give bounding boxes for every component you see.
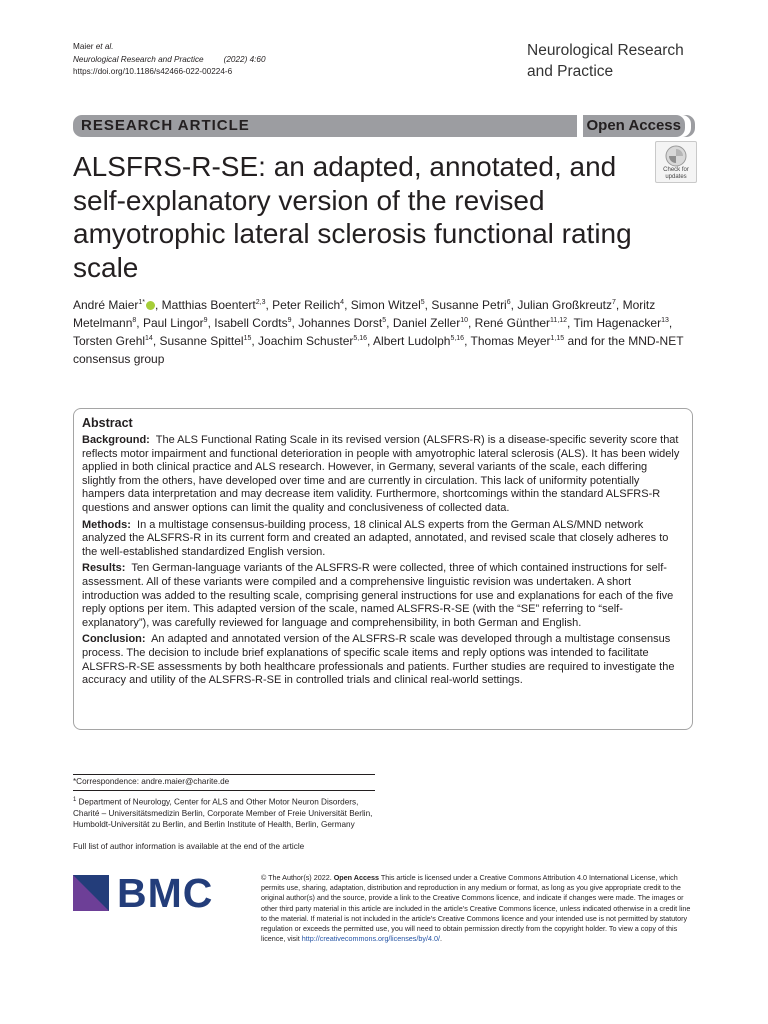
crossmark-icon xyxy=(665,145,687,167)
author-list: André Maier$^{1*}$ , Matthias Boentert$^{2,3}$, Peter Reilich$^4$, Simon Witzel$^5$, Susanne Petri$^6$, Julian Großkreutz$^7$, Moritz Metelmann$^8$, Paul Lingor$^9$, Isabell Cordts$^9$, Johannes Dorst$^5$, Daniel Zeller$^{10}$, René Günther$^{11,12}$, Tim Hagenacker$^{13}$, Torsten Grehl$^{14}$, Susanne Spittel$^{15}$, Joachim Schuster$^{5,16}$, Albert Ludolph$^{5,16}$, Thomas Meyer$^{1,15}$ and for the MND-NET consensus group xyxy=(73,298,684,366)
author-name: Matthias Boentert$^{2,3}$ xyxy=(161,298,266,312)
author-name: Susanne Spittel$^{15}$ xyxy=(159,334,252,348)
affiliation-marker: 6 xyxy=(506,299,511,306)
affiliation-marker: 7 xyxy=(612,299,616,306)
orcid-icon[interactable] xyxy=(146,301,155,310)
check-label-2: updates xyxy=(665,173,687,180)
license-link[interactable]: http://creativecommons.org/licenses/by/4.0/ xyxy=(301,934,440,944)
abstract-conclusion: Conclusion: An adapted and annotated version of the ALSFRS-R scale was developed through a multistage consensus process. The decision to include brief explanations of specific scale items and reply options was intended to facilitate ALSFRS-R-SE assessments by both healthcare professionals and patients. Further studies are required to investigate the accuracy and utility of the ALSFRS-R-SE in controlled trials and clinical real-world settings. xyxy=(82,633,675,687)
author-name: Tim Hagenacker$^{13}$ xyxy=(573,316,669,330)
affiliation-marker: 10 xyxy=(460,317,468,324)
bmc-logo-text: BMC xyxy=(117,870,214,916)
article-type-banner xyxy=(73,115,695,137)
affiliation-marker: 1,15 xyxy=(550,335,565,342)
footnote-divider xyxy=(73,790,375,791)
article-title: ALSFRS-R-SE: an adapted, annotated, and self-explanatory version of the revised amyotrophic lateral sclerosis functional rating scale xyxy=(73,151,632,283)
author-name: Moritz Metelmann$^8$ xyxy=(73,298,656,330)
abstract-box xyxy=(73,408,693,730)
author-name: Albert Ludolph$^{5,16}$ xyxy=(373,334,465,348)
author-name: Julian Großkreutz$^7$ xyxy=(517,298,616,312)
doi-link[interactable]: https://doi.org/10.1186/s42466-022-00224-6 xyxy=(73,67,233,76)
author-name: René Günther$^{11,12}$ xyxy=(474,316,568,330)
author-name: Joachim Schuster$^{5,16}$ xyxy=(258,334,368,348)
author-name: Thomas Meyer$^{1,15}$ xyxy=(470,334,565,348)
open-access-badge xyxy=(577,115,692,137)
abstract-heading: Abstract xyxy=(82,416,133,430)
author-name: Johannes Dorst$^5$ xyxy=(298,316,387,330)
author-name: Daniel Zeller$^{10}$ xyxy=(392,316,468,330)
check-label-1: Check for xyxy=(663,167,689,173)
affiliation-marker: 11,12 xyxy=(550,317,568,324)
bmc-logo-icon xyxy=(73,875,109,911)
author-name: Susanne Petri$^6$ xyxy=(431,298,511,312)
author-name: Peter Reilich$^4$ xyxy=(272,298,345,312)
bmc-logo xyxy=(73,870,214,916)
affiliation-marker: 14 xyxy=(145,335,153,342)
author-name: André Maier$^{1*}$ xyxy=(73,298,155,312)
correspondence-note: *Correspondence: andre.maier@charite.de xyxy=(73,777,230,786)
affiliation-marker: 9 xyxy=(287,317,292,324)
license-statement: © The Author(s) 2022. Open Access This article is licensed under a Creative Commons Attribution 4.0 International License, which permits use, sharing, adaptation, distribution and reproduction in any medium or format, as long as you give appropriate credit to the original author(s) and the source, provide a link to the Creative Commons licence, and indicate if changes were made. The images or other third party material in this article are included in the article’s Creative Commons licence, unless indicated otherwise in a credit line to the material. If material is not included in the article’s Creative Commons licence and your intended use is not permitted by statutory regulation or exceeds the permitted use, you will need to obtain permission directly from the copyright holder. To view a copy of this licence, visit http://creativecommons.org/licenses/by/4.0/. xyxy=(261,873,691,944)
affiliation-marker: 15 xyxy=(243,335,252,342)
journal-citation: Neurological Research and Practice (2022) 4:60 xyxy=(73,54,266,64)
abstract-methods: Methods: In a multistage consensus-building process, 18 clinical ALS experts from the German ALS/MND network analyzed the ALSFRS-R in its current form and created an adapted, annotated, and revised scale that closely adheres to the well-established standardized English version. xyxy=(82,518,669,558)
citation-block xyxy=(73,41,266,79)
journal-name: Neurological Research and Practice xyxy=(527,42,684,80)
affiliation-marker: 9 xyxy=(203,317,208,324)
affiliation-marker: 2,3 xyxy=(255,299,266,306)
abstract-results: Results: Ten German-language variants of the ALSFRS-R were collected, three of which contained instructions for self-assessment. All of these variants were compiled and a comprehensive linguistic revision was undertaken. A short introduction was added to the resulting scale, comprising general instructions for use and explanations for each of the five reply options per item. This adapted version of the scale, named ALSFRS-R-SE (with the “SE” referring to “self-explanatory”), was carefully reviewed for language and comprehensibility, in both German and English. xyxy=(82,562,674,629)
affiliation-marker: 1* xyxy=(138,299,145,306)
article-type-label: RESEARCH ARTICLE xyxy=(81,117,250,134)
affiliation-note: $^1$ Department of Neurology, Center for ALS and Other Motor Neuron Disorders, Charité – Universitätsmedizin Berlin, Corporate Member of Freie Universität Berlin, Humboldt-Universität zu Berlin, and Berlin Institute of Health, Berlin, Germany xyxy=(73,797,373,830)
open-access-label: Open Access xyxy=(583,115,686,137)
affiliation-marker: 13 xyxy=(661,317,669,324)
author-name: Paul Lingor$^9$ xyxy=(142,316,208,330)
author-name: Isabell Cordts$^9$ xyxy=(214,316,292,330)
affiliation-marker: 8 xyxy=(132,317,137,324)
consortium-note: and for the MND-NET consensus group xyxy=(73,334,684,366)
author-short: Maier et al. xyxy=(73,42,114,51)
author-name: Simon Witzel$^5$ xyxy=(350,298,425,312)
check-for-updates-button[interactable] xyxy=(655,141,697,183)
affiliation-marker: 4 xyxy=(340,299,345,306)
abstract-background: Background: The ALS Functional Rating Scale in its revised version (ALSFRS-R) is a disease-specific severity score that reflects motor impairment and functional deterioration in people with amyotrophic lateral sclerosis (ALS). It has been widely applied in both clinical practice and ALS research. However, in Germany, several variants of the scale, each differing slightly from the others, have developed over time and are currently in circulation. This lack of uniformity potentially hampers data interpretation and may decrease item validity. Furthermore, shortcomings within the standard ALSFRS-R questions and answer options can limit the quality and conclusiveness of collected data. xyxy=(82,434,680,514)
affiliation-marker: 5,16 xyxy=(353,335,368,342)
author-info-note: Full list of author information is available at the end of the article xyxy=(73,842,305,851)
affiliation-marker: 5 xyxy=(420,299,425,306)
footnote-divider xyxy=(73,774,375,775)
author-name: Torsten Grehl$^{14}$ xyxy=(73,334,153,348)
affiliation-marker: 5,16 xyxy=(450,335,465,342)
affiliation-marker: 5 xyxy=(382,317,387,324)
